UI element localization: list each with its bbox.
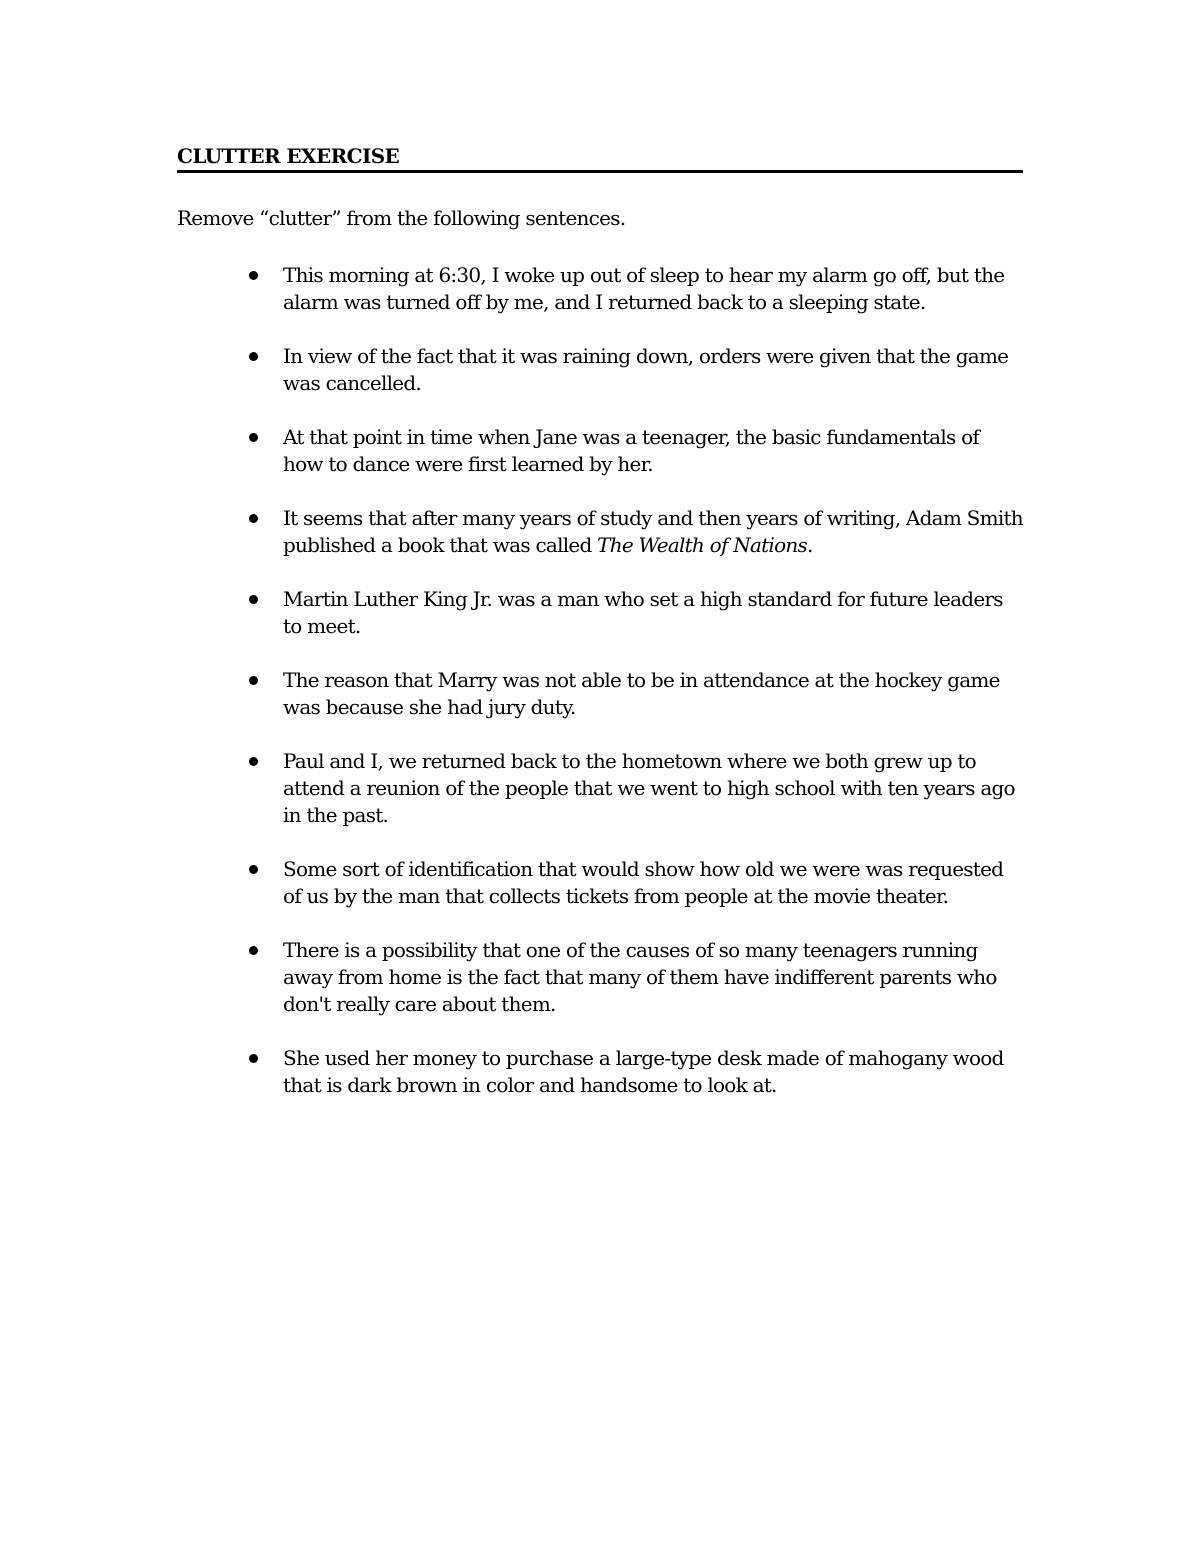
sentence-text-start: It seems that after many years of study and then years of writing, Adam Smith published a book that was called (283, 506, 1023, 557)
list-item (177, 856, 1023, 910)
list-item (177, 505, 1023, 559)
sentence-text: This morning at 6:30, I woke up out of sleep to hear my alarm go off, but the alarm was turned off by me, and I returned back to a sleeping state. (283, 263, 1005, 314)
sentence-text: Paul and I, we returned back to the hometown where we both grew up to attend a reunion of the people that we went to high school with ten years ago in the past. (283, 749, 1015, 827)
bullet-icon (249, 514, 258, 523)
list-item (177, 343, 1023, 397)
sentence-text: In view of the fact that it was raining down, orders were given that the game was cancelled. (283, 344, 1009, 395)
sentence-text-end: . (807, 533, 813, 557)
list-item (177, 667, 1023, 721)
list-item (177, 937, 1023, 1018)
bullet-icon (249, 865, 258, 874)
list-item (177, 262, 1023, 316)
list-item (177, 748, 1023, 829)
bullet-icon (249, 946, 258, 955)
sentence-text (283, 506, 1023, 557)
bullet-icon (249, 595, 258, 604)
bullet-icon (249, 1054, 258, 1063)
exercise-list (177, 262, 1023, 1099)
bullet-icon (249, 757, 258, 766)
sentence-text: The reason that Marry was not able to be in attendance at the hockey game was because she had jury duty. (283, 668, 1000, 719)
book-title: The Wealth of Nations (597, 533, 808, 557)
list-item (177, 1045, 1023, 1099)
list-item (177, 424, 1023, 478)
bullet-icon (249, 271, 258, 280)
sentence-text: She used her money to purchase a large-type desk made of mahogany wood that is dark brown in color and handsome to look at. (283, 1046, 1004, 1097)
document-page (177, 143, 1023, 1126)
sentence-text: Martin Luther King Jr. was a man who set a high standard for future leaders to meet. (283, 587, 1003, 638)
bullet-icon (249, 352, 258, 361)
bullet-icon (249, 433, 258, 442)
document-title: CLUTTER EXERCISE (177, 143, 1023, 173)
sentence-text: At that point in time when Jane was a teenager, the basic fundamentals of how to dance were first learned by her. (283, 425, 980, 476)
instructions-text: Remove “clutter” from the following sentences. (177, 206, 626, 230)
bullet-icon (249, 676, 258, 685)
list-item (177, 586, 1023, 640)
sentence-text: There is a possibility that one of the causes of so many teenagers running away from home is the fact that many of them have indifferent parents who don't really care about them. (283, 938, 997, 1016)
sentence-text: Some sort of identification that would show how old we were was requested of us by the man that collects tickets from people at the movie theater. (283, 857, 1004, 908)
